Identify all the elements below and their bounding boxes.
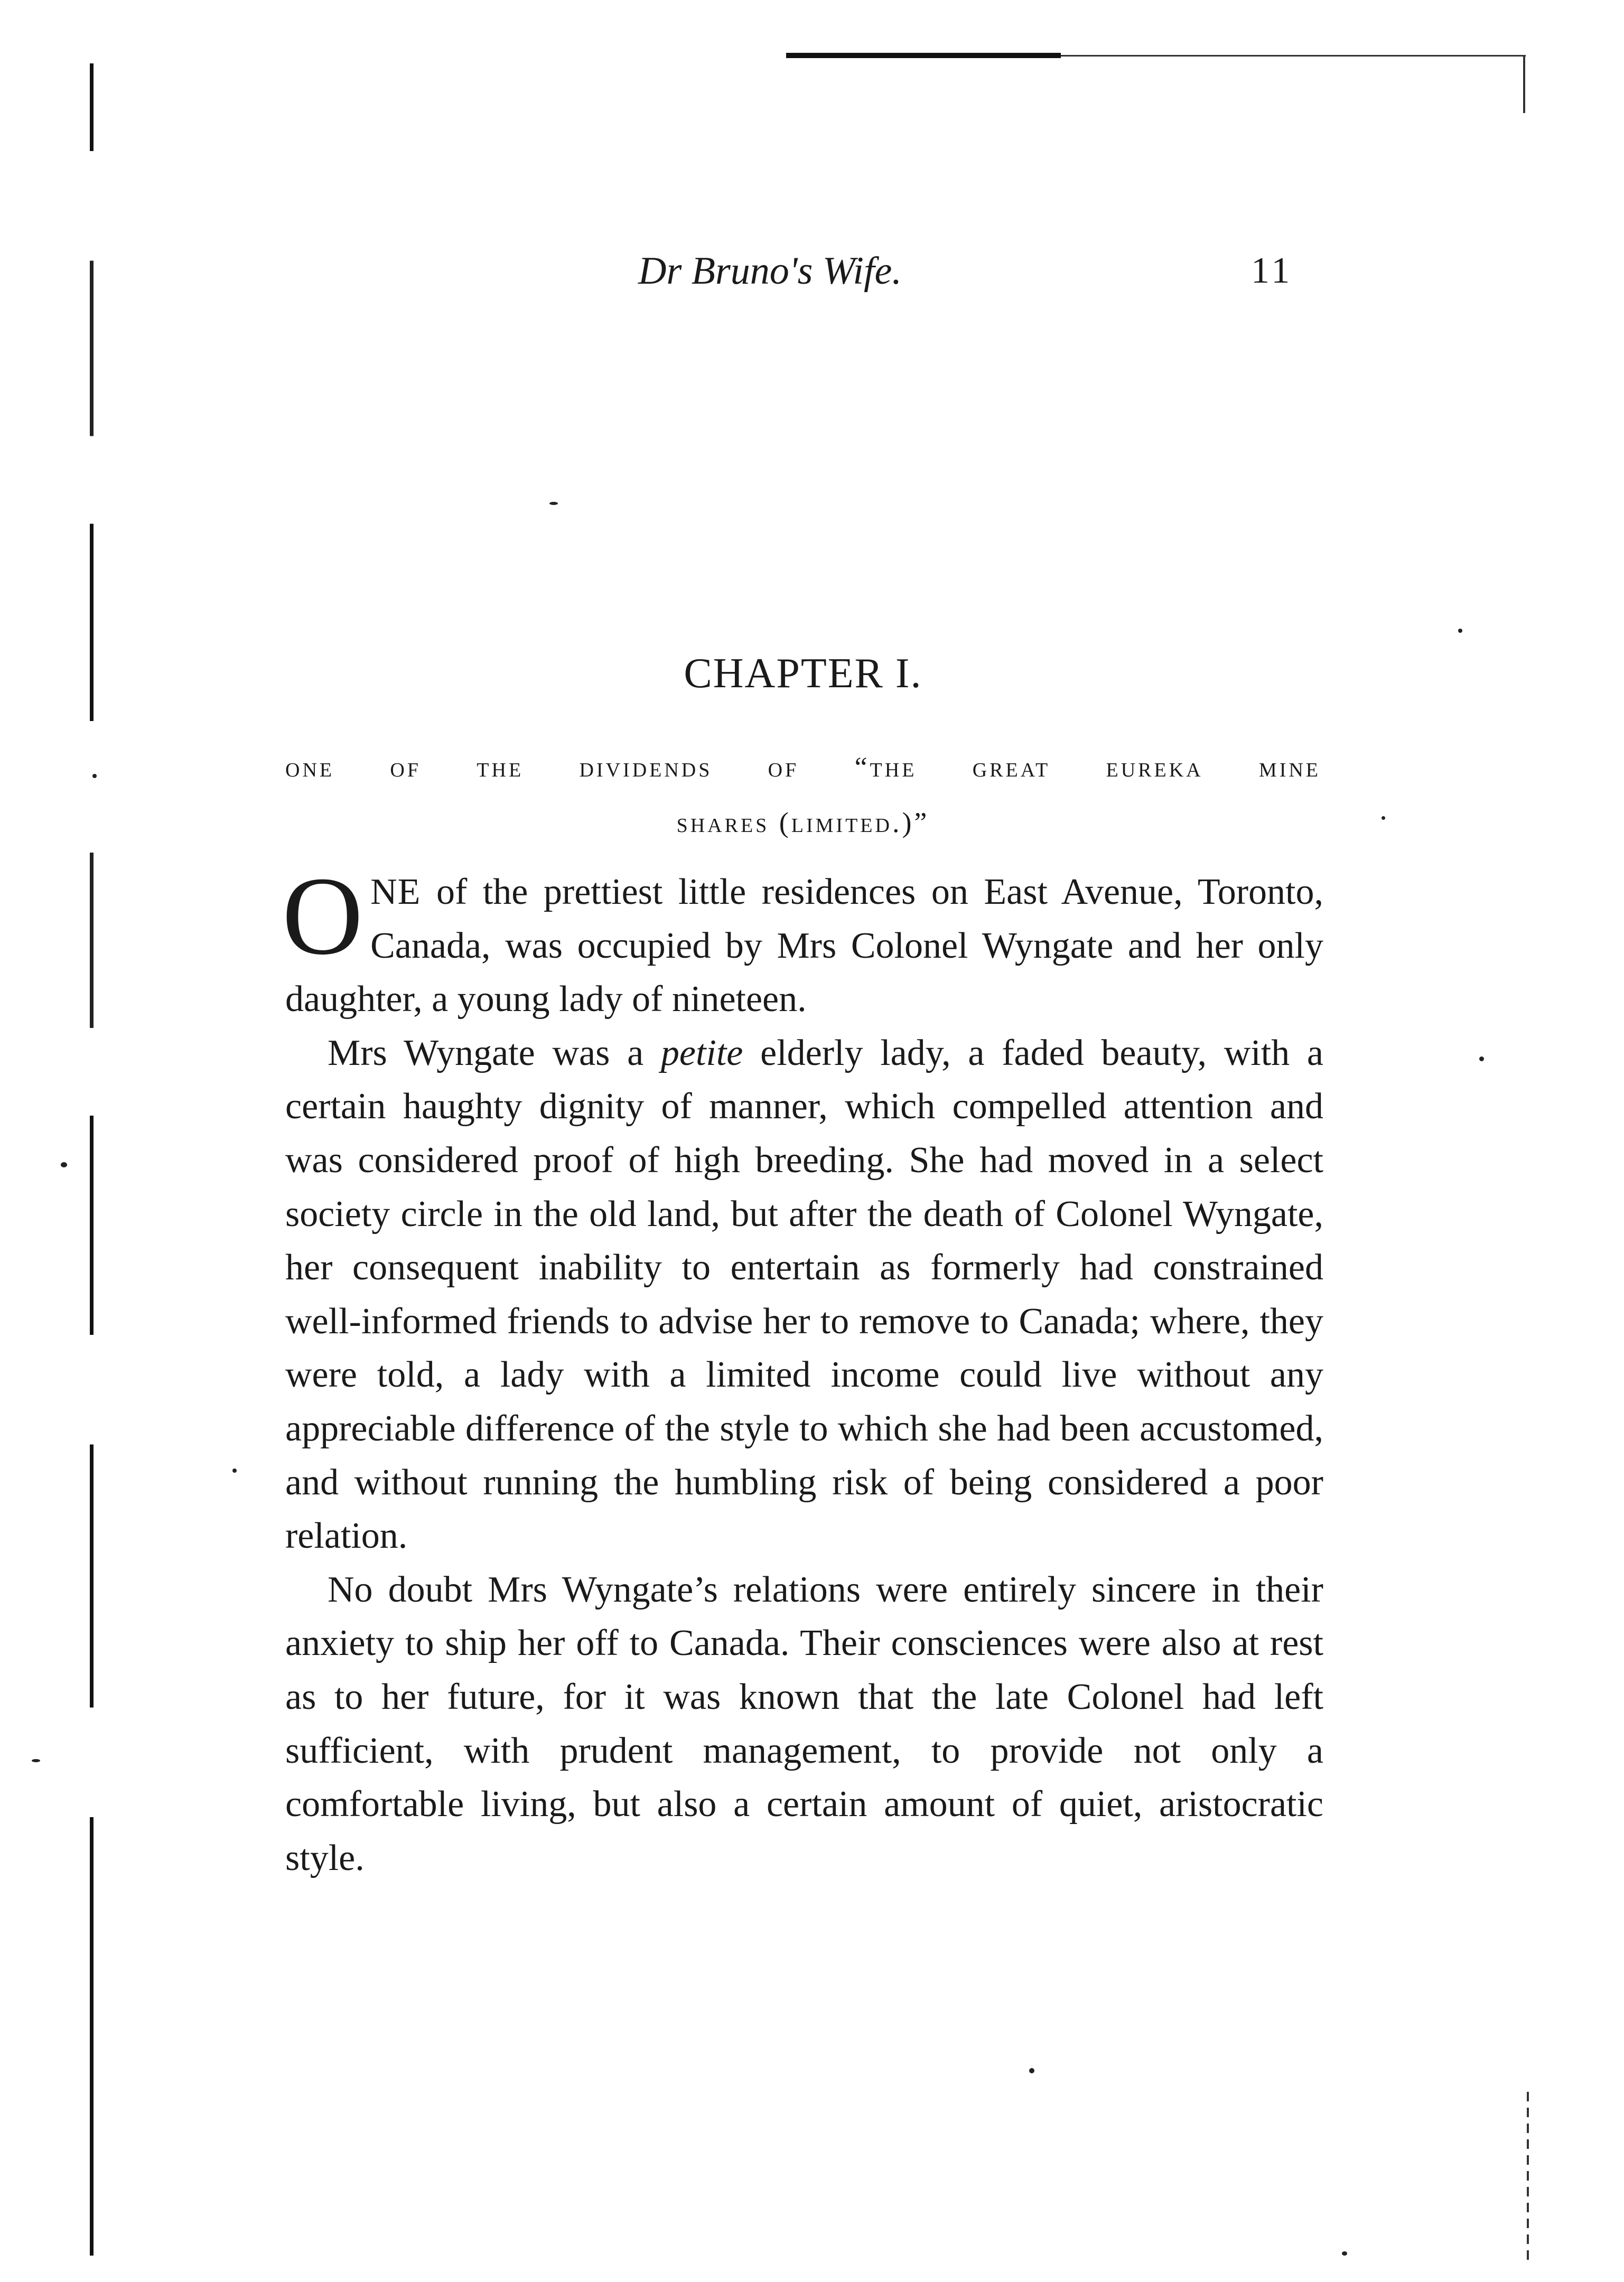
chapter-subtitle <box>285 740 1321 850</box>
paragraph-3 <box>285 1563 1323 1885</box>
scan-speck <box>32 1759 40 1762</box>
chapter-subtitle-line-2: shares (limited.)” <box>676 807 930 838</box>
paragraph-1 <box>282 854 1323 1026</box>
paragraph-1-text: of the prettiest little residences on East Avenue, Toronto, Canada, was occupied by Mrs Colonel Wyngate and her only daughter, a young lady of nineteen. <box>285 872 1323 1020</box>
body-text <box>282 854 1323 1885</box>
scan-speck <box>1342 2251 1347 2256</box>
paragraph-2-after: elderly lady, a faded beauty, with a certain haughty dignity of manner, which compelled attention and was considered proof of high breeding. She had moved in a select society circle in the old land, but after the death of Colonel Wyngate, her consequent inability to entertain as formerly had constrained well-informed friends to advise her to remove to Canada; where, they were told, a lady with a limited income could live without any appreciable difference of the style to which she had been accustomed, and without running the humbling risk of being considered a poor relation. <box>285 1032 1323 1557</box>
page-number: 11 <box>1251 250 1293 291</box>
right-page-edge <box>1527 2092 1529 2266</box>
running-title: Dr Bruno's Wife. <box>638 249 902 293</box>
paragraph-2 <box>285 1026 1323 1563</box>
scan-speck <box>1479 1056 1484 1061</box>
top-rule <box>786 53 1526 60</box>
scan-speck <box>1382 816 1385 820</box>
paragraph-3-text: No doubt Mrs Wyngate’s relations were entirely sincere in their anxiety to ship her off to Canada. Their consciences were also at rest as to her future, for it was known that the late Colonel had left sufficient, with prudent management, to provide not only a comfortable living, but also a certain amount of quiet, aristocratic style. <box>285 1569 1323 1878</box>
scan-speck <box>92 774 97 778</box>
scan-speck <box>549 502 558 505</box>
top-rule-thin <box>1061 55 1526 57</box>
right-rule <box>1523 55 1525 113</box>
paragraph-1-caps: NE <box>370 872 421 912</box>
left-binding-edge <box>90 63 94 2256</box>
scan-speck <box>61 1162 67 1167</box>
top-rule-thick <box>786 53 1061 58</box>
chapter-heading: CHAPTER I. <box>684 650 922 697</box>
paragraph-2-before: Mrs Wyngate was a <box>328 1032 661 1073</box>
scan-speck <box>1029 2068 1034 2073</box>
scan-speck <box>232 1469 237 1473</box>
drop-cap: O <box>282 854 363 978</box>
scan-speck <box>1458 629 1462 633</box>
paragraph-2-italic: petite <box>660 1032 743 1073</box>
chapter-subtitle-line-1: one of the dividends of “the great eureka mine <box>285 751 1321 783</box>
